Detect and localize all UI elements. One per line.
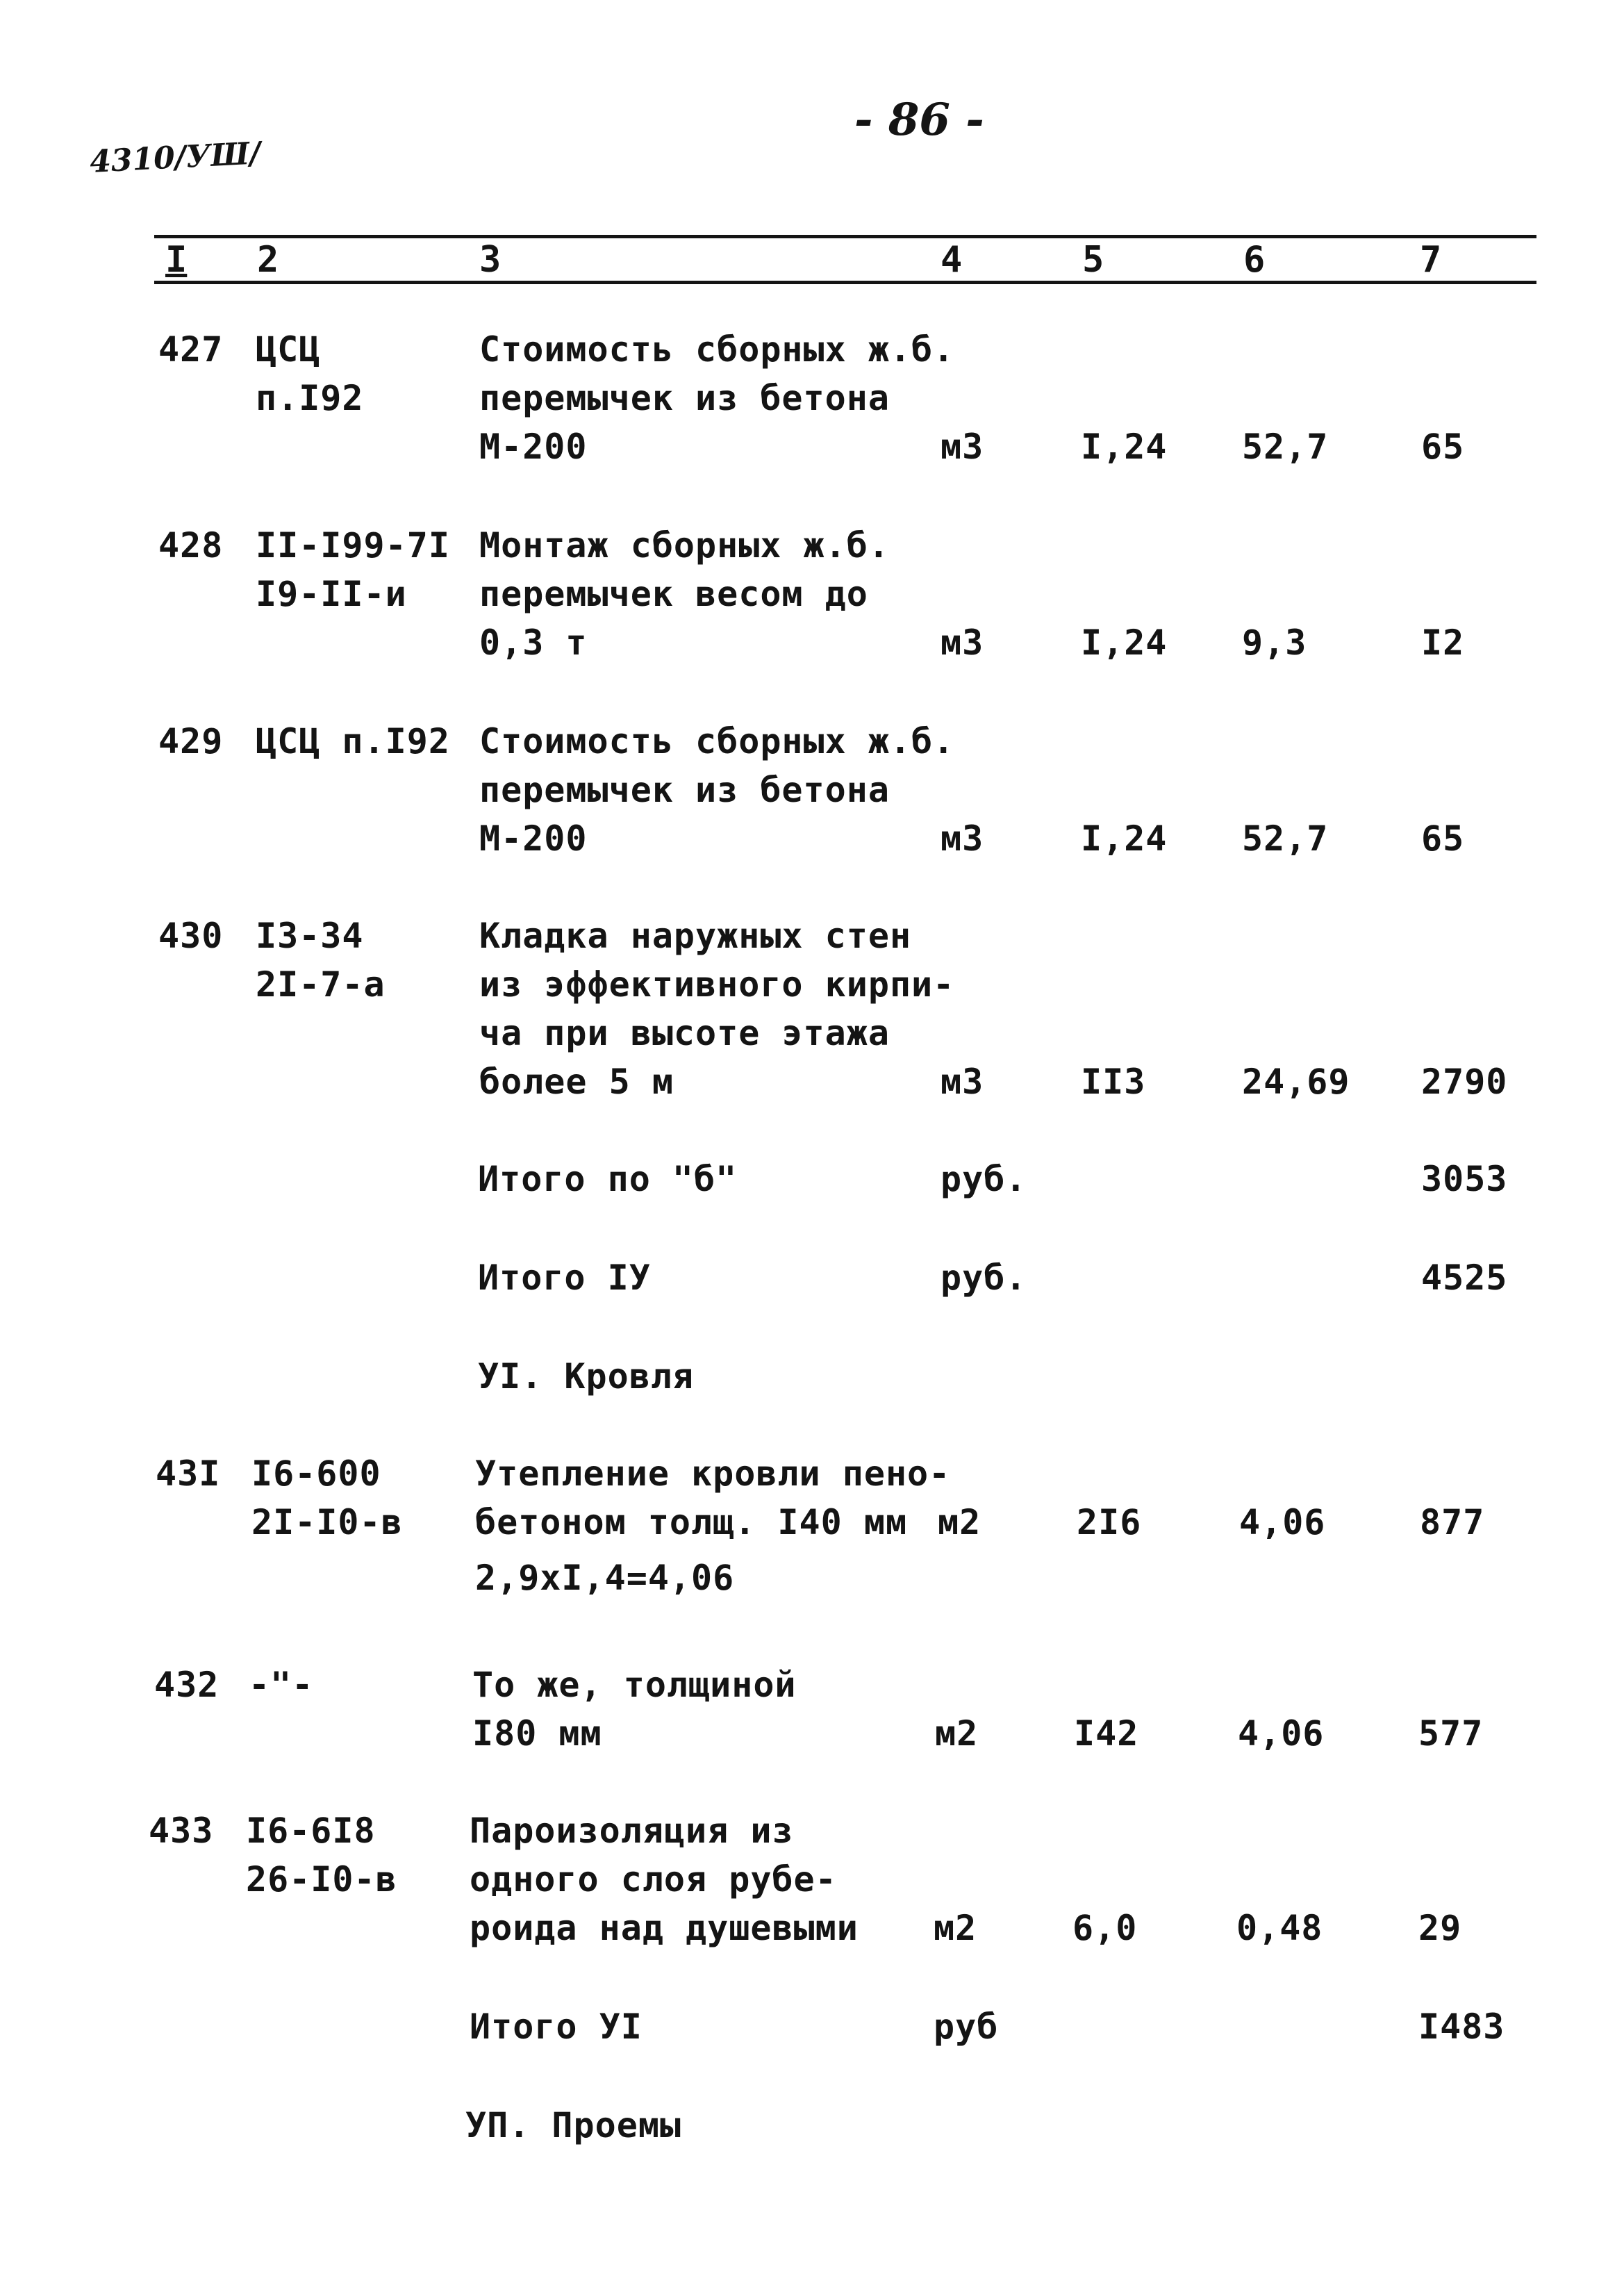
- row-code: ЦСЦ п.I92: [256, 721, 450, 761]
- row-description: То же, толщиной: [472, 1665, 797, 1705]
- section-heading: УП. Проемы: [465, 2105, 682, 2145]
- row-description: I80 мм: [472, 1713, 602, 1754]
- row-quantity: I,24: [1081, 623, 1168, 663]
- row-number: 433: [149, 1811, 214, 1851]
- row-code: I3-34: [256, 916, 364, 956]
- row-code: I6-6I8: [246, 1811, 376, 1851]
- subtotal-label: Итого IУ: [478, 1258, 651, 1298]
- row-price: 52,7: [1242, 427, 1329, 467]
- row-price: 9,3: [1242, 623, 1307, 663]
- row-unit: м2: [938, 1502, 981, 1542]
- row-code: ЦСЦ: [256, 329, 321, 370]
- row-code: 26-I0-в: [246, 1859, 397, 1900]
- row-unit: м3: [941, 818, 984, 859]
- row-price: 24,69: [1242, 1062, 1350, 1102]
- row-code: 2I-I0-в: [251, 1502, 403, 1542]
- row-number: 429: [158, 721, 224, 761]
- row-description: Пароизоляция из: [470, 1811, 794, 1851]
- row-description: Монтаж сборных ж.б.: [479, 525, 890, 566]
- row-code: -"-: [249, 1665, 314, 1705]
- row-description: Стоимость сборных ж.б.: [479, 329, 955, 370]
- row-code: I9-II-и: [256, 574, 407, 614]
- row-description: бетоном толщ. I40 мм: [475, 1502, 908, 1542]
- row-description: перемычек из бетона: [479, 770, 890, 810]
- row-total: I2: [1421, 623, 1465, 663]
- row-total: 65: [1421, 818, 1465, 859]
- archive-stamp: 4310/УШ/: [89, 135, 262, 180]
- subtotal-unit: руб.: [941, 1159, 1027, 1199]
- row-number: 432: [154, 1665, 219, 1705]
- subtotal-unit: руб: [934, 2007, 999, 2047]
- row-price: 52,7: [1242, 818, 1329, 859]
- table-header-rule: [154, 281, 1536, 284]
- row-code: I6-600: [251, 1453, 381, 1494]
- row-unit: м2: [934, 1908, 977, 1948]
- row-description: ча при высоте этажа: [479, 1013, 890, 1053]
- row-price: 4,06: [1238, 1713, 1325, 1754]
- col-header-6: 6: [1243, 239, 1266, 281]
- row-description: роида над душевыми: [470, 1908, 859, 1948]
- row-description: перемычек из бетона: [479, 378, 890, 418]
- row-price: 0,48: [1236, 1908, 1323, 1948]
- row-quantity: I42: [1074, 1713, 1139, 1754]
- row-code: II-I99-7I: [256, 525, 450, 566]
- subtotal-label: Итого по "б": [478, 1159, 738, 1199]
- row-number: 428: [158, 525, 224, 566]
- row-total: 2790: [1421, 1062, 1508, 1102]
- row-description: Кладка наружных стен: [479, 916, 912, 956]
- row-unit: м3: [941, 427, 984, 467]
- section-heading: УI. Кровля: [478, 1356, 695, 1397]
- subtotal-value: 4525: [1421, 1258, 1508, 1298]
- page-number: - 86 -: [854, 94, 984, 146]
- row-description: Стоимость сборных ж.б.: [479, 721, 955, 761]
- row-description: одного слоя рубе-: [470, 1859, 837, 1900]
- row-quantity: 6,0: [1072, 1908, 1138, 1948]
- col-header-3: 3: [479, 239, 502, 281]
- col-header-5: 5: [1082, 239, 1104, 281]
- col-header-2: 2: [257, 239, 279, 281]
- row-number: 430: [158, 916, 224, 956]
- row-description: более 5 м: [479, 1062, 674, 1102]
- col-header-1: I: [165, 239, 188, 281]
- row-description: 0,3 т: [479, 623, 588, 663]
- row-unit: м3: [941, 623, 984, 663]
- table-top-rule: [154, 235, 1536, 238]
- row-description: Утепление кровли пено-: [475, 1453, 951, 1494]
- row-unit: м3: [941, 1062, 984, 1102]
- row-unit: м2: [935, 1713, 979, 1754]
- row-description: М-200: [479, 427, 588, 467]
- subtotal-value: 3053: [1421, 1159, 1508, 1199]
- row-number: 427: [158, 329, 224, 370]
- row-quantity: I,24: [1081, 427, 1168, 467]
- row-description: перемычек весом до: [479, 574, 868, 614]
- row-quantity: 2I6: [1077, 1502, 1142, 1542]
- row-price: 4,06: [1239, 1502, 1326, 1542]
- col-header-4: 4: [941, 239, 963, 281]
- row-total: 877: [1420, 1502, 1485, 1542]
- row-code: п.I92: [256, 378, 364, 418]
- row-quantity: II3: [1081, 1062, 1146, 1102]
- row-code: 2I-7-а: [256, 964, 386, 1005]
- row-number: 43I: [156, 1453, 221, 1494]
- subtotal-label: Итого УI: [470, 2007, 643, 2047]
- subtotal-value: I483: [1418, 2007, 1505, 2047]
- row-quantity: I,24: [1081, 818, 1168, 859]
- row-total: 65: [1421, 427, 1465, 467]
- row-description: М-200: [479, 818, 588, 859]
- col-header-7: 7: [1420, 239, 1442, 281]
- row-description: из эффективного кирпи-: [479, 964, 955, 1005]
- row-total: 29: [1418, 1908, 1462, 1948]
- subtotal-unit: руб.: [941, 1258, 1027, 1298]
- row-total: 577: [1418, 1713, 1484, 1754]
- row-formula: 2,9хI,4=4,06: [475, 1558, 735, 1598]
